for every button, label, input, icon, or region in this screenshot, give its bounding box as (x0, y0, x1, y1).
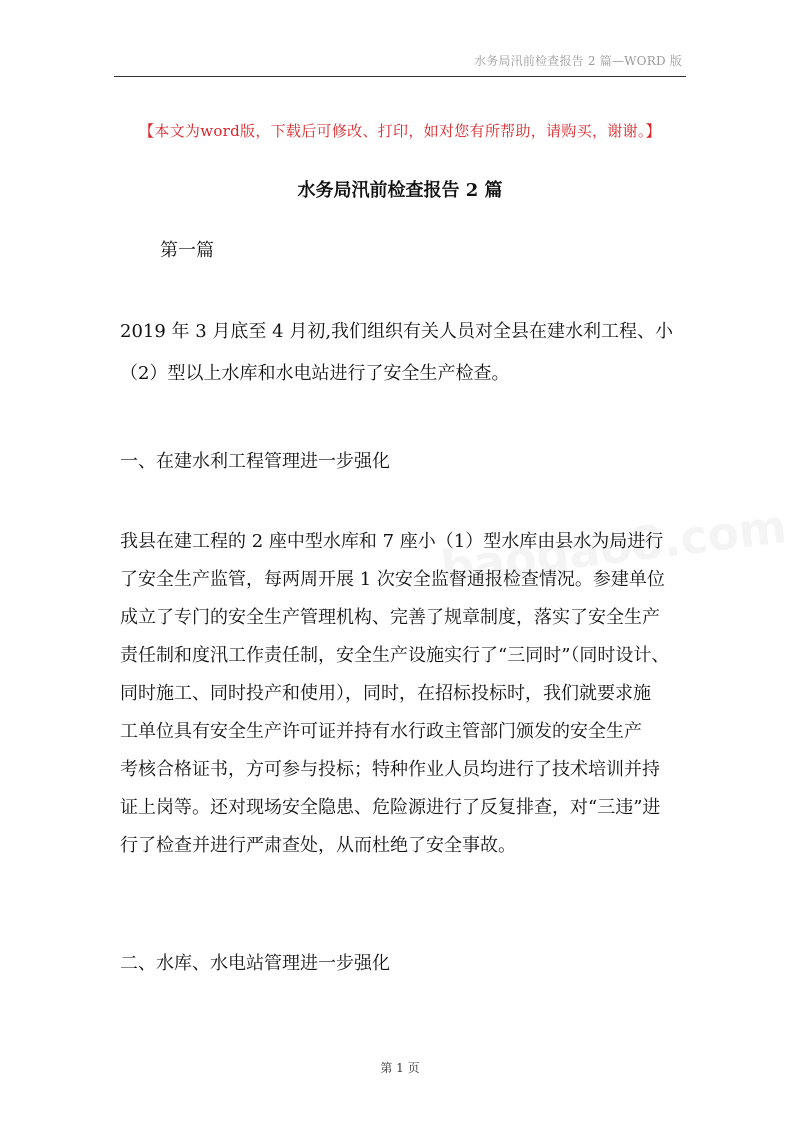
section1-line: 行了检查并进行严肃查处，从而杜绝了安全事故。 (120, 835, 516, 856)
part-label: 第一篇 (160, 240, 214, 261)
section1-line: 证上岗等。还对现场安全隐患、危险源进行了反复排查，对“三违”进 (120, 797, 661, 818)
page-number: 第 1 页 (380, 1061, 420, 1075)
section1-line: 考核合格证书，方可参与投标；特种作业人员均进行了技术培训并持 (120, 759, 660, 780)
header-divider (114, 76, 686, 77)
intro-line: （2）型以上水库和水电站进行了安全生产检查。 (120, 363, 510, 384)
intro-paragraph (120, 314, 673, 392)
running-header: 水务局汛前检查报告 2 篇—WORD 版 (474, 54, 682, 68)
section2-heading: 二、水库、水电站管理进一步强化 (120, 953, 390, 974)
section1-line: 工单位具有安全生产许可证并持有水行政主管部门颁发的安全生产 (120, 721, 642, 742)
section1-heading: 一、在建水利工程管理进一步强化 (120, 451, 390, 472)
section1-line: 同时施工、同时投产和使用），同时，在招标投标时，我们就要求施 (120, 683, 651, 704)
document-title: 水务局汛前检查报告 2 篇 (297, 180, 503, 201)
download-notice: 【本文为word版，下载后可修改、打印，如对您有所帮助，请购买，谢谢。】 (139, 122, 661, 140)
section1-line: 我县在建工程的 2 座中型水库和 7 座小（1）型水库由县水为局进行 (120, 531, 664, 552)
section1-line: 责任制和度汛工作责任制，安全生产设施实行了“三同时”（同时设计、 (120, 645, 670, 666)
section1-paragraph (120, 524, 669, 864)
section1-line: 了安全生产监管，每两周开展 1 次安全监督通报检查情况。参建单位 (120, 569, 665, 590)
intro-line: 2019 年 3 月底至 4 月初,我们组织有关人员对全县在建水利工程、小 (120, 321, 674, 342)
section1-line: 成立了专门的安全生产管理机构、完善了规章制度，落实了安全生产 (120, 607, 660, 628)
